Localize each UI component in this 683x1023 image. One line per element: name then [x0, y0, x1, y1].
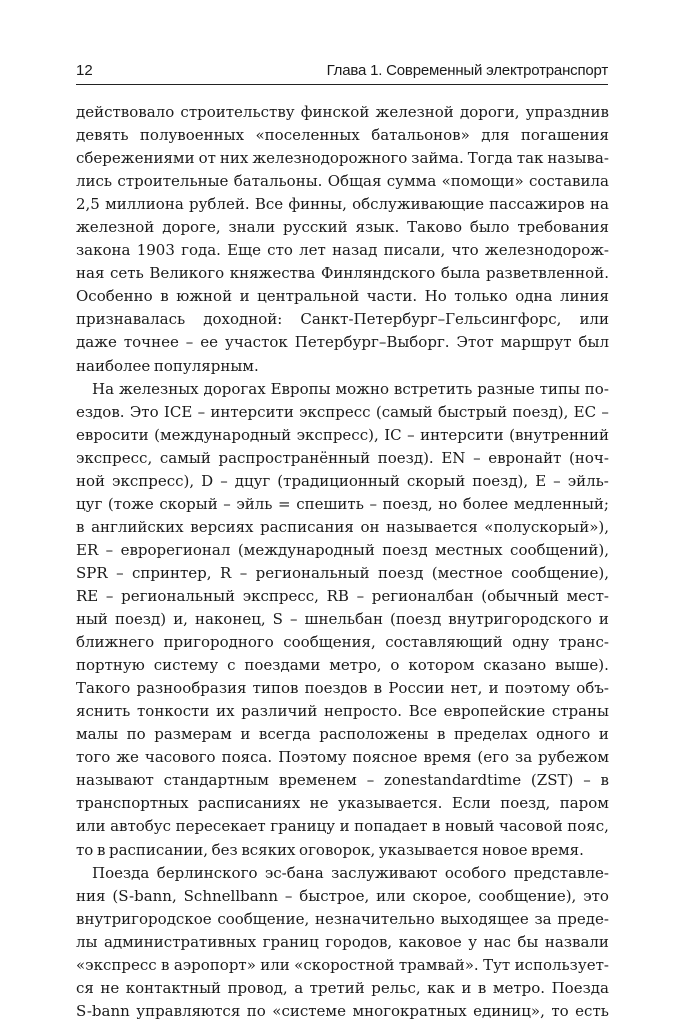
text-line: «экспресс в аэропорт» или «скоростной трамвай». Тут использует- [76, 955, 609, 974]
page-header [76, 58, 608, 85]
text-line: Такого разнообразия типов поездов в России нет, и поэтому объ- [76, 679, 609, 698]
text-line: лись строительные батальоны. Общая сумма «помощи» составила [76, 172, 609, 191]
text-line: то в расписании, без всяких оговорок, указывается новое время. [76, 840, 584, 859]
text-line: действовало строительству финской железной дороги, упразднив [76, 103, 609, 121]
text-line: признавалась доходной: Санкт-Петербург–Гельсингфорс, или [76, 310, 609, 329]
text-line: Поезда берлинского эс-бана заслуживают особого представле- [92, 863, 609, 882]
page-number: 12 [76, 62, 93, 79]
text-line: или автобус пересекает границу и попадает в новый часовой пояс, [76, 817, 609, 836]
text-line: того же часового пояса. Поэтому поясное время (его за рубежом [76, 748, 609, 767]
text-line: малы по размерам и всегда расположены в пределах одного и [76, 725, 609, 744]
text-line: ER – еврорегионал (международный поезд местных сообщений), [76, 540, 609, 559]
body-text [76, 101, 609, 1023]
text-line: экспресс, самый распространённый поезд). EN – евронайт (ноч- [76, 448, 609, 467]
text-line: ближнего пригородного сообщения, составляющий одну транс- [76, 633, 609, 652]
text-line: ная сеть Великого княжества Финляндского была разветвленной. [76, 264, 609, 283]
text-line: девять полувоенных «поселенных батальонов» для погашения [76, 126, 609, 145]
text-line: называют стандартным временем – zonestandardtime (ZST) – в [76, 771, 609, 790]
text-line: внутригородское сообщение, незначительно выходящее за преде- [76, 909, 609, 928]
text-line: Особенно в южной и центральной части. Но только одна линия [76, 287, 609, 306]
text-line: SPR – спринтер, R – региональный поезд (местное сообщение), [76, 563, 609, 582]
text-line: евросити (международный экспресс), IC – интерсити (внутренний [76, 425, 609, 444]
text-line: яснить тонкости их различий непросто. Все европейские страны [76, 702, 609, 721]
text-line: наиболее популярным. [76, 356, 259, 375]
text-line: портную систему с поездами метро, о котором сказано выше). [76, 656, 609, 675]
text-line: ной экспресс), D – дцуг (традиционный скорый поезд), E – эйль- [76, 471, 609, 490]
text-line: цуг (тоже скорый – эйль = спешить – поезд, но более медленный; [76, 494, 609, 513]
text-line: 2,5 миллиона рублей. Все финны, обслуживающие пассажиров на [76, 195, 609, 214]
text-line: лы административных границ городов, каковое у нас бы назвали [76, 932, 609, 951]
text-line: железной дороге, знали русский язык. Таково было требования [76, 218, 609, 237]
text-line: На железных дорогах Европы можно встретить разные типы по- [92, 379, 609, 398]
running-title: Глава 1. Современный электротранспорт [326, 62, 608, 79]
text-line: ся не контактный провод, а третий рельс, как и в метро. Поезда [76, 978, 609, 997]
text-line: транспортных расписаниях не указывается. Если поезд, паром [76, 794, 609, 813]
text-line: ездов. Это ICE – интерсити экспресс (самый быстрый поезд), EC – [76, 402, 609, 421]
text-line: даже точнее – ее участок Петербург–Выборг. Этот маршрут был [76, 333, 609, 352]
text-line: S-bann управляются по «системе многократных единиц», то есть [76, 1001, 609, 1020]
text-line: RE – региональный экспресс, RB – регионалбан (обычный мест- [76, 586, 609, 605]
text-line: сбережениями от них железнодорожного займа. Тогда так называ- [76, 149, 609, 168]
text-line: ный поезд) и, наконец, S – шнельбан (поезд внутригородского и [76, 610, 609, 629]
text-line: ния (S-bann, Schnellbann – быстрое, или скорое, сообщение), это [76, 886, 609, 905]
text-line: закона 1903 года. Еще сто лет назад писали, что железнодорож- [76, 241, 609, 260]
text-line: в английских версиях расписания он называется «полускорый»), [76, 517, 609, 536]
